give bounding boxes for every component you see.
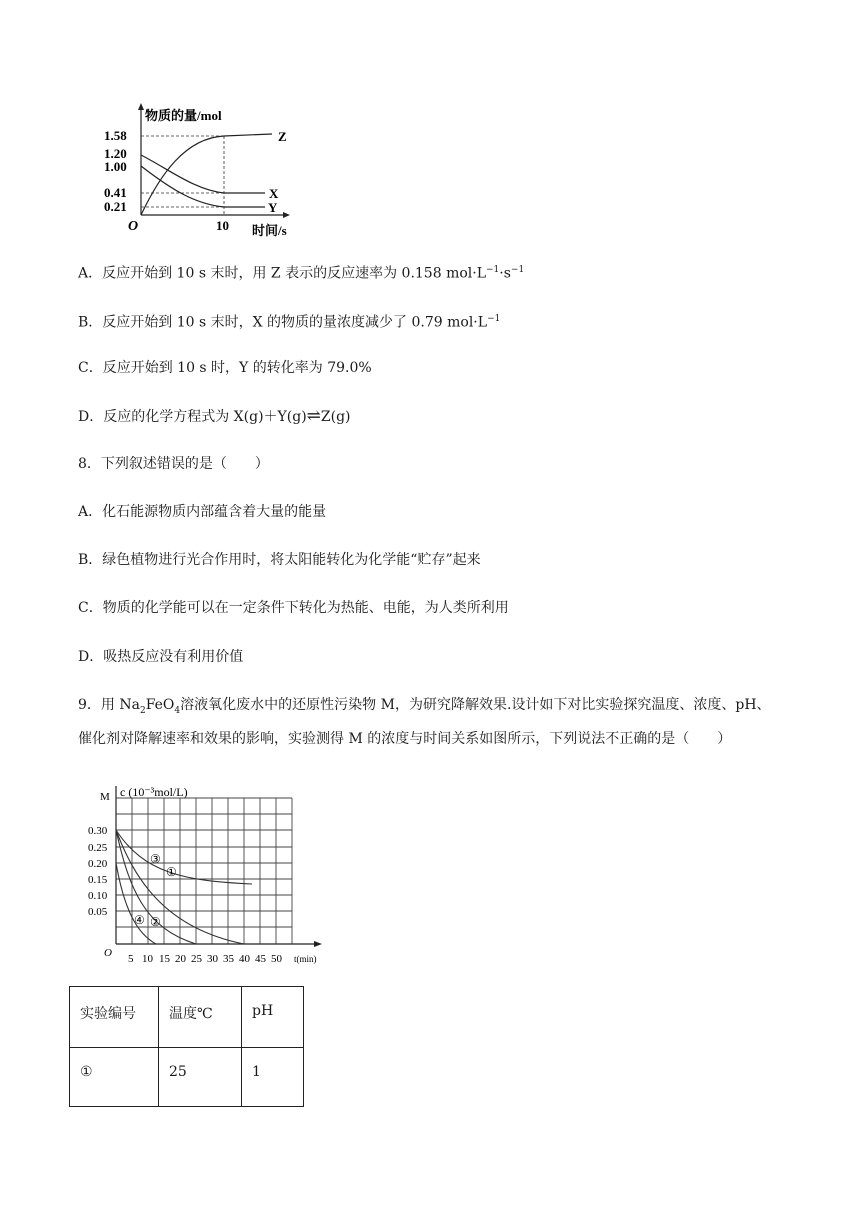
x-axis-arrow — [283, 212, 290, 218]
x-tick-label: 10 — [216, 218, 229, 233]
y-tick-label: 1.00 — [104, 159, 127, 174]
curve-x — [141, 155, 265, 193]
x-axis-arrow — [314, 941, 322, 947]
table-header-cell: 温度℃ — [159, 987, 242, 1048]
origin-label: O — [104, 947, 112, 959]
curve-label-1: ① — [166, 865, 177, 879]
curve-z — [141, 134, 272, 215]
series-label-y: Y — [268, 200, 278, 215]
table-header-cell: 实验编号 — [70, 987, 159, 1048]
y-tick-label: 0.20 — [88, 858, 108, 870]
q7-option-b: B．反应开始到 10 s 末时，X 的物质的量浓度减少了 0.79 $mol\cdot L^{-1}$ — [78, 314, 501, 331]
curve-label-2: ② — [150, 915, 161, 929]
curve-label-4: ④ — [134, 913, 145, 927]
table-header-row — [70, 987, 304, 1048]
x-tick-label: 50 — [271, 953, 282, 965]
q7-option-c: C．反应开始到 10 s 时，Y 的转化率为 79.0% — [78, 360, 372, 376]
x-tick-label: 10 — [142, 953, 153, 965]
y-axis-label: c (10⁻³mol/L) — [120, 785, 188, 799]
curve-label-3: ③ — [150, 852, 161, 866]
y-tick-label: 0.25 — [88, 842, 108, 854]
x-axis-label: 时间/s — [252, 223, 287, 238]
q7-option-d: D．反应的化学方程式为 X(g)＋Y(g)⇌Z(g) — [78, 406, 351, 426]
x-tick-label: 30 — [207, 953, 218, 965]
table-cell: ① — [70, 1048, 159, 1107]
x-tick-label: 20 — [175, 953, 186, 965]
y-tick-label: 1.58 — [104, 128, 127, 143]
q9-stem-line1: 9．用 $Na_2FeO_4$溶液氧化废水中的还原性污染物 M，为研究降解效果.设计如下对比实验探究温度、浓度、pH、 — [78, 697, 771, 716]
y-axis-label: 物质的量/mol — [145, 108, 222, 123]
q8-option-c: C．物质的化学能可以在一定条件下转化为热能、电能，为人类所利用 — [78, 600, 509, 616]
y-tick-label: 0.05 — [88, 906, 108, 918]
y-tick-label: 0.15 — [88, 874, 108, 886]
x-tick-label: 15 — [159, 953, 170, 965]
y-tick-label: 0.10 — [88, 890, 108, 902]
origin-label: O — [128, 219, 139, 234]
q8-option-b: B．绿色植物进行光合作用时，将太阳能转化为化学能“贮存”起来 — [78, 552, 481, 568]
experiment-table — [69, 986, 304, 1107]
table-cell: 25 — [159, 1048, 242, 1107]
q8-stem: 8．下列叙述错误的是（ ） — [78, 456, 269, 472]
table-header-cell: pH — [242, 987, 304, 1048]
x-tick-label: 40 — [239, 953, 250, 965]
q7-option-a: A．反应开始到 10 s 末时，用 Z 表示的反应速率为 0.158 $mol\cdot L^{-1}\cdot s^{-1}$ — [78, 265, 525, 282]
x-tick-label: 25 — [191, 953, 202, 965]
series-label-z: Z — [278, 129, 287, 144]
y-axis-m-label: M — [100, 791, 110, 803]
x-tick-label: 35 — [223, 953, 234, 965]
curve-3 — [116, 830, 252, 884]
table-cell: 1 — [242, 1048, 304, 1107]
curve-y — [141, 166, 265, 207]
y-tick-label: 0.30 — [88, 825, 108, 837]
x-axis-label: t(min) — [294, 954, 317, 964]
equilibrium-arrow: ⇌ — [306, 406, 321, 426]
chart-concentration-vs-time — [84, 778, 334, 968]
y-tick-label: 1.20 — [104, 146, 127, 161]
x-tick-label: 5 — [128, 953, 134, 965]
curve-4 — [116, 863, 156, 944]
q8-option-a: A．化石能源物质内部蕴含着大量的能量 — [78, 504, 327, 520]
x-tick-label: 45 — [255, 953, 266, 965]
q8-option-d: D．吸热反应没有利用价值 — [78, 649, 244, 665]
q9-stem-line2: 催化剂对降解速率和效果的影响，实验测得 M 的浓度与时间关系如图所示，下列说法不正确的是（ ） — [78, 731, 732, 747]
chart-quantity-vs-time — [100, 100, 300, 240]
series-label-x: X — [269, 186, 279, 201]
y-axis-arrow — [138, 103, 144, 110]
y-tick-label: 0.21 — [104, 199, 127, 214]
y-tick-label: 0.41 — [104, 185, 127, 200]
table-row — [70, 1048, 304, 1107]
